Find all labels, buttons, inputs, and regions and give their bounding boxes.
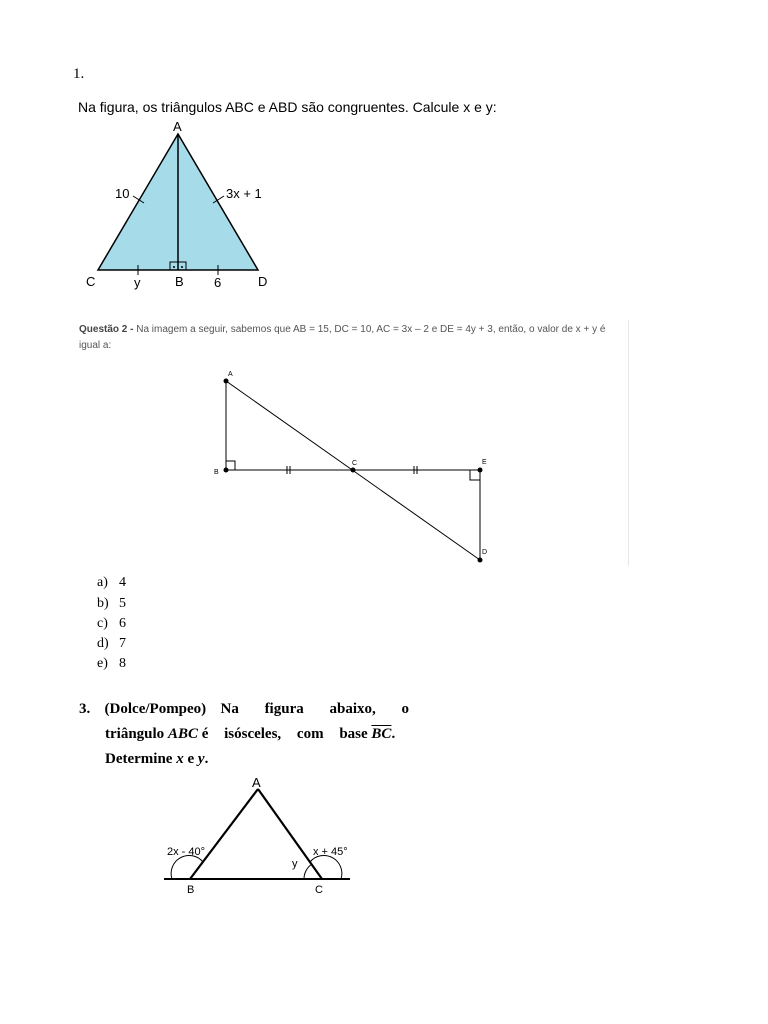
label-c: C (352, 460, 358, 467)
option-key: d) (97, 636, 109, 651)
label-angle-left: 2x - 40° (167, 846, 206, 858)
base-name: $\overline{BC}$ (371, 726, 392, 742)
text: . (391, 726, 396, 742)
label-e: E (482, 459, 487, 466)
text: é isósceles, com base (201, 726, 368, 742)
label-ac-length: 10 (115, 186, 130, 201)
label-y: y (292, 858, 298, 870)
question-3-number: 3. (79, 701, 91, 717)
label-b: B (175, 274, 184, 289)
label-d: D (258, 274, 268, 289)
option-key: a) (97, 575, 108, 590)
var-y: y (197, 751, 205, 767)
side-ab (190, 789, 258, 879)
option-value: 5 (119, 596, 126, 611)
label-a: A (252, 775, 261, 790)
option-value: 6 (119, 616, 126, 631)
label-b: B (214, 469, 219, 476)
label-a: A (228, 371, 233, 378)
question-3-line1: Na figura abaixo, o (220, 701, 409, 717)
side-ac (258, 789, 322, 879)
label-cb-length: y (134, 275, 141, 290)
question-2-title: Questão 2 - (79, 324, 134, 335)
question-1-number: 1. (73, 66, 85, 82)
option-value: 7 (119, 636, 126, 651)
label-c: C (86, 274, 96, 289)
option-value: 8 (119, 656, 126, 671)
label-ad-length: 3x + 1 (226, 186, 262, 201)
angle-arc-y (304, 864, 312, 879)
option-key: c) (97, 616, 108, 631)
var-x: x (176, 751, 184, 767)
option-key: e) (97, 656, 108, 671)
question-2-text: Na imagem a seguir, sabemos que AB = 15, DC = 10, AC = 3x – 2 e DE = 4y + 3, então, o valor de x + y é igual a: (79, 324, 606, 351)
option-value: 4 (119, 575, 126, 590)
text: e (187, 751, 195, 767)
label-b: B (187, 884, 195, 896)
question-3-source: (Dolce/Pompeo) (104, 701, 207, 717)
text: . (204, 751, 209, 767)
label-c: C (315, 884, 323, 896)
triangle-name: ABC (167, 726, 198, 742)
option-key: b) (97, 596, 109, 611)
question-1-statement: Na figura, os triângulos ABC e ABD são congruentes. Calcule x e y: (78, 99, 497, 115)
label-a: A (173, 119, 182, 134)
text: Determine (105, 751, 173, 767)
label-d: D (482, 549, 488, 556)
text: triângulo (105, 726, 165, 742)
label-bd-length: 6 (214, 275, 222, 290)
label-angle-right: x + 45° (313, 846, 348, 858)
